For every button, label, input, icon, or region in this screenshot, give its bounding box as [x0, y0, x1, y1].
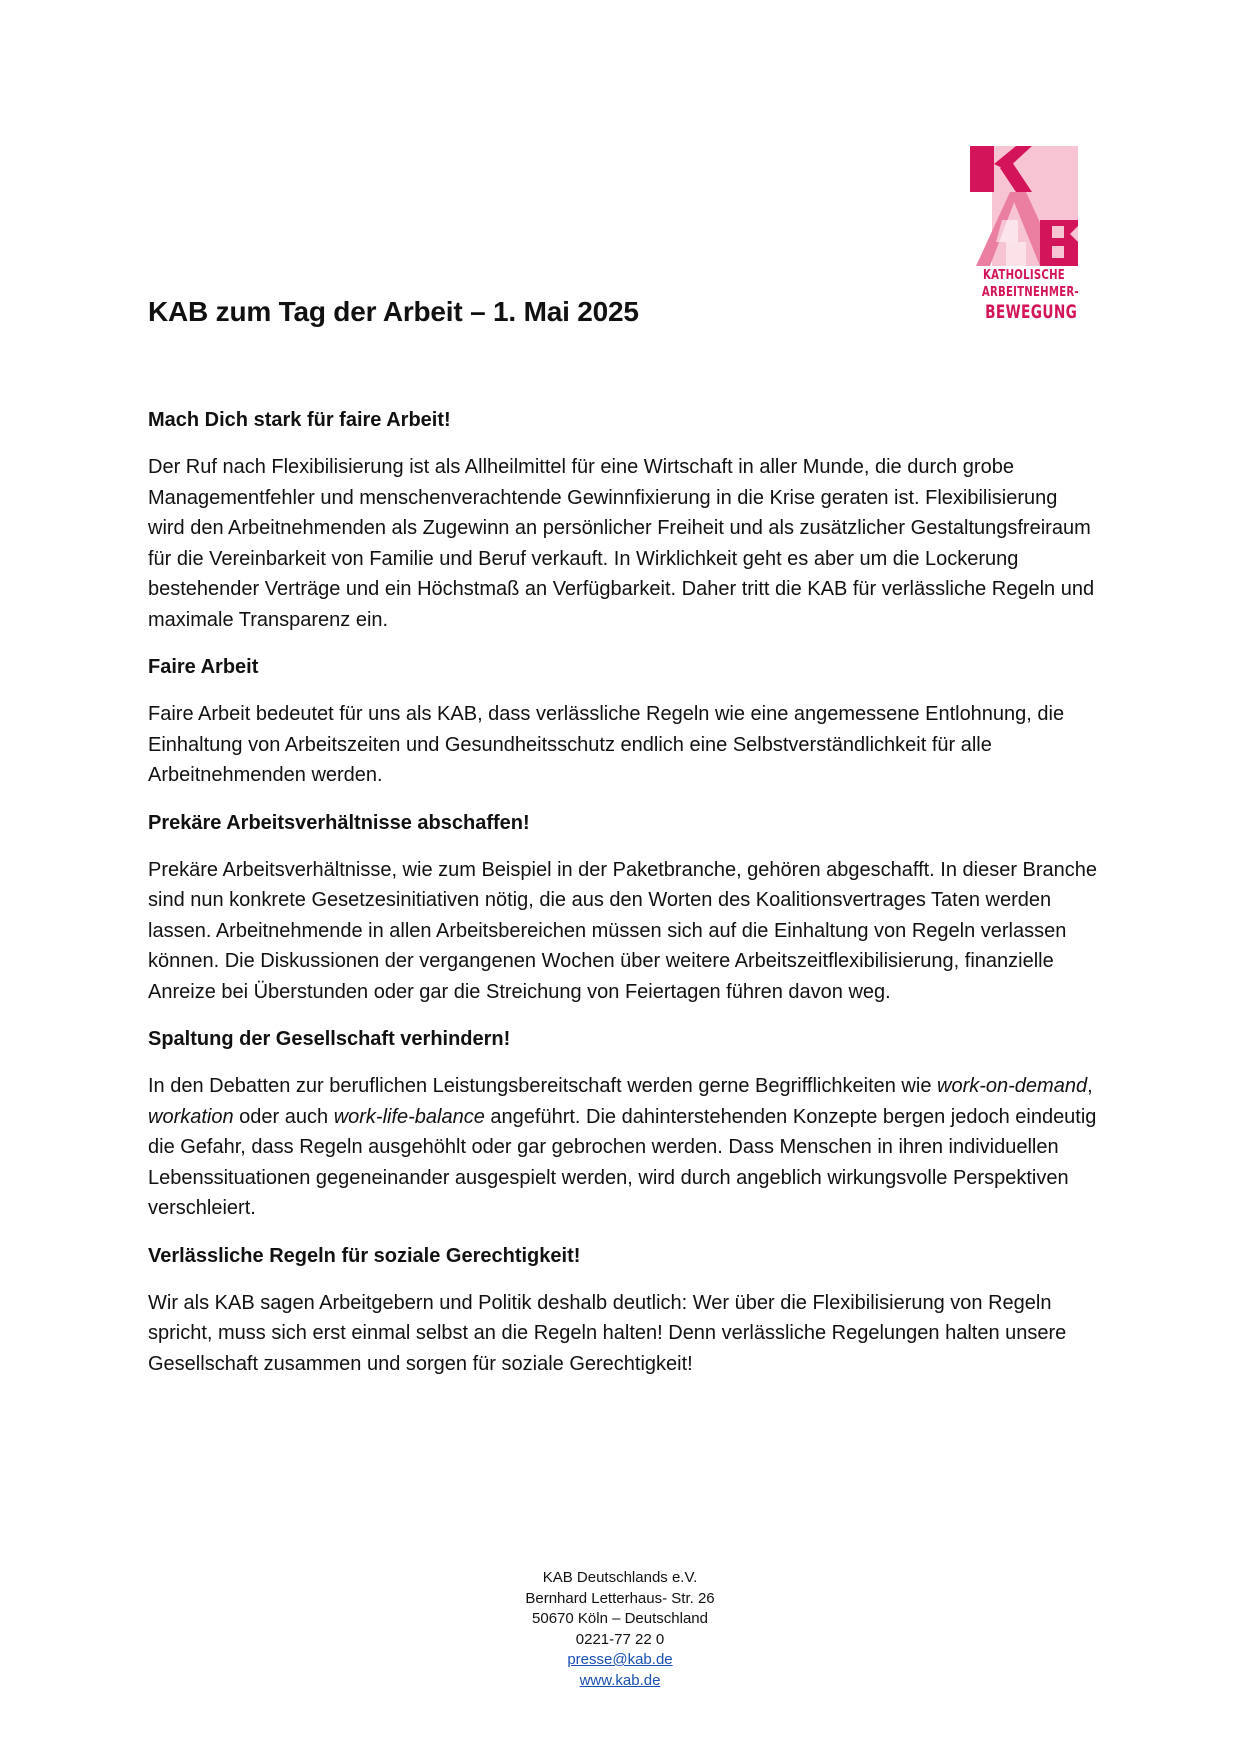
paragraph-text: , [1087, 1075, 1093, 1097]
logo-line-bewegung: BEWEGUNG [985, 301, 1078, 323]
section-paragraph [148, 1071, 1098, 1224]
footer-address [420, 1568, 820, 1691]
kab-logo-mark [970, 146, 1078, 266]
section-paragraph: Wir als KAB sagen Arbeitgebern und Politik deshalb deutlich: Wer über die Flexibilisierung von Regeln spricht, muss sich erst einmal selbst an die Regeln halten! Denn verlässliche Regelungen halten unsere Gesellschaft zusammen und sorgen für soziale Gerechtigkeit! [148, 1291, 1067, 1375]
section-heading: Prekäre Arbeitsverhältnisse abschaffen! [148, 811, 530, 834]
document-title: KAB zum Tag der Arbeit – 1. Mai 2025 [148, 296, 639, 327]
emphasized-term: workation [148, 1105, 234, 1128]
paragraph-text: oder auch [233, 1105, 334, 1128]
logo-line-arbeitnehmer: ARBEITNEHMER- [981, 285, 1079, 300]
footer-website-link[interactable]: www.kab.de [579, 1671, 661, 1689]
section-paragraph: Faire Arbeit bedeutet für uns als KAB, dass verlässliche Regeln wie eine angemessene Entlohnung, die Einhaltung von Arbeitszeiten und Gesundheitsschutz endlich eine Selbstverständlichkeit für alle Arbeitnehmenden werden. [148, 703, 1065, 786]
section-paragraph: Der Ruf nach Flexibilisierung ist als Allheilmittel für eine Wirtschaft in aller Munde, die durch grobe Managementfehler und menschenverachtende Gewinnfixierung in die Krise geraten ist. Flexibilisierung wird den Arbeitnehmenden als Zugewinn an persönlicher Freiheit und als zusätzlicher Gestaltungsfreiraum für die Vereinbarkeit von Familie und Beruf verkauft. In Wirklichkeit geht es aber um die Lockerung bestehender Verträge und ein Höchstmaß an Verfügbarkeit. Daher tritt die KAB für verlässliche Regeln und maximale Transparenz ein. [148, 456, 1095, 631]
logo-line-katholische: KATHOLISCHE [983, 268, 1065, 283]
section-heading: Verlässliche Regeln für soziale Gerechtigkeit! [148, 1244, 581, 1267]
section-paragraph: Prekäre Arbeitsverhältnisse, wie zum Beispiel in der Paketbranche, gehören abgeschafft. In dieser Branche sind nun konkrete Gesetzesinitiativen nötig, die aus den Worten des Koalitionsvertrages Taten werden lassen. Arbeitnehmende in allen Arbeitsbereichen müssen sich auf die Einhaltung von Regeln verlassen können. Die Diskussionen der vergangenen Wochen über weitere Arbeitszeitflexibilisierung, finanzielle Anreize bei Überstunden oder gar die Streichung von Feiertagen führen davon weg. [148, 858, 1098, 1003]
section-heading: Spaltung der Gesellschaft verhindern! [148, 1028, 511, 1050]
paragraph-text: In den Debatten zur beruflichen Leistungsbereitschaft werden gerne Begrifflichkeiten wie [148, 1075, 937, 1097]
footer-phone: 0221-77 22 0 [575, 1630, 665, 1648]
emphasized-term: work-on-demand [937, 1075, 1088, 1097]
emphasized-term: work-life-balance [333, 1105, 485, 1128]
footer-street: Bernhard Letterhaus- Str. 26 [525, 1589, 715, 1607]
footer-city: 50670 Köln – Deutschland [532, 1610, 708, 1627]
section-heading: Mach Dich stark für faire Arbeit! [148, 409, 451, 431]
section-heading: Faire Arbeit [148, 656, 259, 678]
paragraph-text: angeführt. Die dahinterstehenden Konzepte bergen jedoch eindeutig die Gefahr, dass Regeln ausgehöhlt oder gar gebrochen werden. Dass Menschen in ihren individuellen Lebenssituationen gegeneinander ausgespielt werden, wird durch angeblich wirkungsvolle Perspektiven verschleiert. [148, 1105, 1097, 1219]
document-body [148, 406, 1098, 1397]
footer-org: KAB Deutschlands e.V. [542, 1569, 698, 1586]
footer-email-link[interactable]: presse@kab.de [567, 1651, 673, 1668]
kab-logo [970, 146, 1078, 328]
